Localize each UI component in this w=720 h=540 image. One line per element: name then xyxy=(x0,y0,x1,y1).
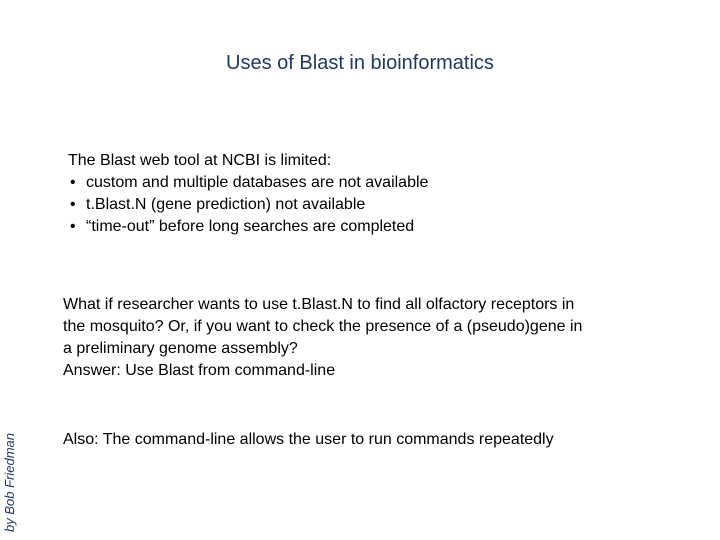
bullet-icon: • xyxy=(70,218,76,235)
list-item xyxy=(68,194,428,216)
answer-line: Answer: Use Blast from command-line xyxy=(63,362,336,379)
author-credit: by Bob Friedman xyxy=(2,433,17,532)
slide-title: Uses of Blast in bioinformatics xyxy=(226,52,494,74)
list-item xyxy=(68,216,428,238)
list-item xyxy=(68,172,428,194)
list-item-text: custom and multiple databases are not available xyxy=(86,174,429,191)
also-note: Also: The command-line allows the user to run commands repeatedly xyxy=(63,431,554,448)
intro-lead: The Blast web tool at NCBI is limited: xyxy=(68,152,332,169)
list-item-text: “time-out” before long searches are completed xyxy=(86,218,415,235)
question-line: a preliminary genome assembly? xyxy=(63,340,298,357)
question-line: the mosquito? Or, if you want to check the presence of a (pseudo)gene in xyxy=(63,318,583,335)
list-item-text: t.Blast.N (gene prediction) not available xyxy=(86,196,366,213)
question-line: What if researcher wants to use t.Blast.N to find all olfactory receptors in xyxy=(63,296,575,313)
limitations-list xyxy=(68,172,428,238)
bullet-icon: • xyxy=(70,174,76,191)
question-block xyxy=(63,294,663,382)
intro-block xyxy=(68,150,428,238)
bullet-icon: • xyxy=(70,196,76,213)
